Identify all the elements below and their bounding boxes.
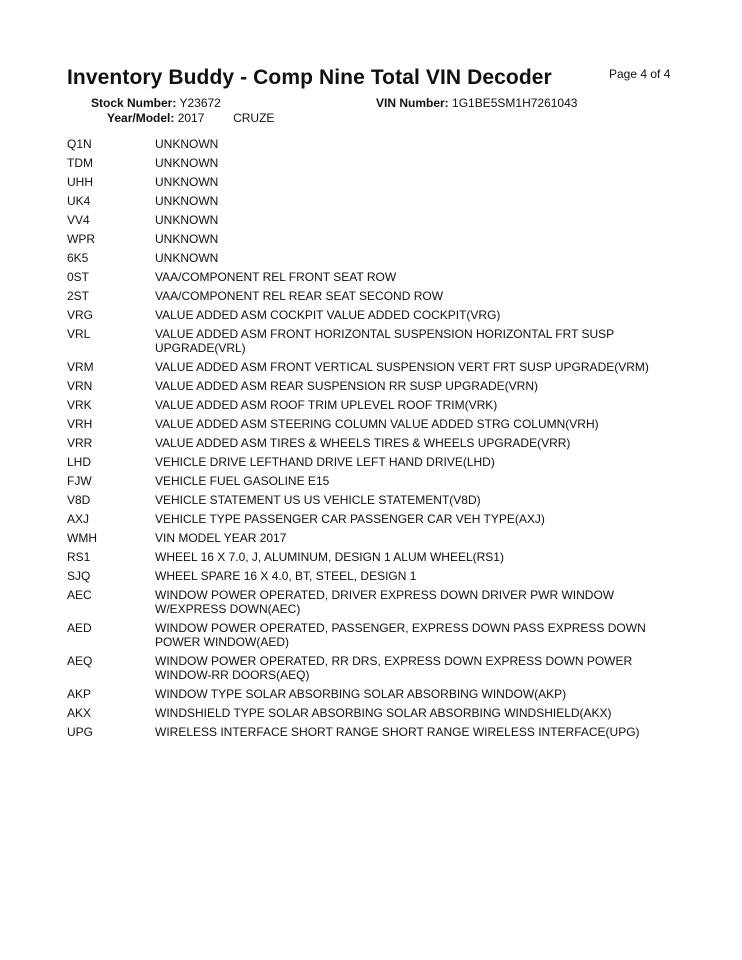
option-code: AXJ bbox=[67, 511, 90, 526]
list-item bbox=[67, 618, 677, 651]
stock-number-value: Y23672 bbox=[179, 96, 221, 110]
option-code: WMH bbox=[67, 530, 97, 545]
option-code: WPR bbox=[67, 231, 95, 246]
option-code: 2ST bbox=[67, 288, 90, 303]
option-description: VEHICLE FUEL GASOLINE E15 bbox=[155, 473, 330, 488]
list-item bbox=[67, 471, 677, 490]
option-description: UNKNOWN bbox=[155, 193, 219, 208]
list-item bbox=[67, 490, 677, 509]
list-item bbox=[67, 134, 677, 153]
list-item bbox=[67, 153, 677, 172]
list-item bbox=[67, 509, 677, 528]
list-item bbox=[67, 305, 677, 324]
option-description: VEHICLE TYPE PASSENGER CAR PASSENGER CAR VEH TYPE(AXJ) bbox=[155, 511, 545, 526]
list-item bbox=[67, 547, 677, 566]
list-item bbox=[67, 585, 677, 618]
option-description: WINDOW POWER OPERATED, PASSENGER, EXPRESS DOWN PASS EXPRESS DOWN POWER WINDOW(AED) bbox=[155, 620, 646, 649]
option-description: VALUE ADDED ASM TIRES & WHEELS TIRES & WHEELS UPGRADE(VRR) bbox=[155, 435, 571, 450]
vin-number-label: VIN Number: bbox=[376, 96, 449, 110]
list-item bbox=[67, 684, 677, 703]
option-code: AEQ bbox=[67, 653, 93, 668]
option-code: UPG bbox=[67, 724, 94, 739]
option-description: WIRELESS INTERFACE SHORT RANGE SHORT RANGE WIRELESS INTERFACE(UPG) bbox=[155, 724, 640, 739]
list-item bbox=[67, 414, 677, 433]
option-code: FJW bbox=[67, 473, 92, 488]
page-number: Page 4 of 4 bbox=[609, 67, 671, 81]
option-description: WINDOW POWER OPERATED, DRIVER EXPRESS DOWN DRIVER PWR WINDOW W/EXPRESS DOWN(AEC) bbox=[155, 587, 615, 616]
list-item bbox=[67, 722, 677, 741]
option-description: WHEEL SPARE 16 X 4.0, BT, STEEL, DESIGN 1 bbox=[155, 568, 417, 583]
option-description: VIN MODEL YEAR 2017 bbox=[155, 530, 287, 545]
stock-number-label: Stock Number: bbox=[91, 96, 177, 110]
stock-number bbox=[91, 96, 221, 110]
year-value: 2017 bbox=[177, 111, 205, 125]
option-description: UNKNOWN bbox=[155, 155, 219, 170]
option-description: VALUE ADDED ASM REAR SUSPENSION RR SUSP UPGRADE(VRN) bbox=[155, 378, 538, 393]
list-item bbox=[67, 229, 677, 248]
option-code: UK4 bbox=[67, 193, 91, 208]
option-code: RS1 bbox=[67, 549, 91, 564]
option-description: VAA/COMPONENT REL REAR SEAT SECOND ROW bbox=[155, 288, 444, 303]
list-item bbox=[67, 248, 677, 267]
option-description: WINDSHIELD TYPE SOLAR ABSORBING SOLAR ABSORBING WINDSHIELD(AKX) bbox=[155, 705, 612, 720]
list-item bbox=[67, 357, 677, 376]
year-model bbox=[107, 111, 274, 125]
list-item bbox=[67, 566, 677, 585]
option-description: VAA/COMPONENT REL FRONT SEAT ROW bbox=[155, 269, 397, 284]
option-description: WINDOW TYPE SOLAR ABSORBING SOLAR ABSORBING WINDOW(AKP) bbox=[155, 686, 567, 701]
year-model-label: Year/Model: bbox=[107, 111, 175, 125]
option-code: VV4 bbox=[67, 212, 90, 227]
option-code: VRL bbox=[67, 326, 91, 341]
option-description: VALUE ADDED ASM COCKPIT VALUE ADDED COCKPIT(VRG) bbox=[155, 307, 501, 322]
option-code: Q1N bbox=[67, 136, 92, 151]
option-code: AED bbox=[67, 620, 92, 635]
option-description: UNKNOWN bbox=[155, 212, 219, 227]
option-code: 0ST bbox=[67, 269, 90, 284]
option-description: UNKNOWN bbox=[155, 174, 219, 189]
list-item bbox=[67, 452, 677, 471]
list-item bbox=[67, 324, 677, 357]
list-item bbox=[67, 433, 677, 452]
option-code: VRG bbox=[67, 307, 94, 322]
list-item bbox=[67, 191, 677, 210]
option-description: VALUE ADDED ASM FRONT VERTICAL SUSPENSION VERT FRT SUSP UPGRADE(VRM) bbox=[155, 359, 649, 374]
option-description: WHEEL 16 X 7.0, J, ALUMINUM, DESIGN 1 ALUM WHEEL(RS1) bbox=[155, 549, 504, 564]
option-code: VRN bbox=[67, 378, 93, 393]
option-code-list bbox=[67, 134, 677, 741]
list-item bbox=[67, 172, 677, 191]
model-value: CRUZE bbox=[233, 111, 275, 125]
option-code: 6K5 bbox=[67, 250, 89, 265]
option-description: VALUE ADDED ASM STEERING COLUMN VALUE ADDED STRG COLUMN(VRH) bbox=[155, 416, 599, 431]
option-description: UNKNOWN bbox=[155, 231, 219, 246]
list-item bbox=[67, 528, 677, 547]
list-item bbox=[67, 267, 677, 286]
vin-number bbox=[376, 96, 577, 110]
option-code: AEC bbox=[67, 587, 92, 602]
option-code: UHH bbox=[67, 174, 93, 189]
list-item bbox=[67, 395, 677, 414]
list-item bbox=[67, 703, 677, 722]
option-code: SJQ bbox=[67, 568, 91, 583]
page-title: Inventory Buddy - Comp Nine Total VIN Decoder bbox=[67, 66, 552, 89]
list-item bbox=[67, 651, 677, 684]
option-description: UNKNOWN bbox=[155, 250, 219, 265]
option-code: VRR bbox=[67, 435, 93, 450]
vin-number-value: 1G1BE5SM1H7261043 bbox=[452, 96, 578, 110]
option-description: WINDOW POWER OPERATED, RR DRS, EXPRESS DOWN EXPRESS DOWN POWER WINDOW-RR DOORS(AEQ) bbox=[155, 653, 633, 682]
option-code: LHD bbox=[67, 454, 92, 469]
option-code: VRH bbox=[67, 416, 93, 431]
option-description: VALUE ADDED ASM FRONT HORIZONTAL SUSPENSION HORIZONTAL FRT SUSP UPGRADE(VRL) bbox=[155, 326, 614, 355]
option-code: V8D bbox=[67, 492, 91, 507]
option-code: TDM bbox=[67, 155, 93, 170]
option-description: VEHICLE STATEMENT US US VEHICLE STATEMENT(V8D) bbox=[155, 492, 481, 507]
option-description: UNKNOWN bbox=[155, 136, 219, 151]
list-item bbox=[67, 210, 677, 229]
option-code: AKP bbox=[67, 686, 92, 701]
option-code: VRK bbox=[67, 397, 92, 412]
list-item bbox=[67, 286, 677, 305]
option-description: VEHICLE DRIVE LEFTHAND DRIVE LEFT HAND DRIVE(LHD) bbox=[155, 454, 495, 469]
option-code: VRM bbox=[67, 359, 94, 374]
option-code: AKX bbox=[67, 705, 92, 720]
list-item bbox=[67, 376, 677, 395]
option-description: VALUE ADDED ASM ROOF TRIM UPLEVEL ROOF TRIM(VRK) bbox=[155, 397, 498, 412]
